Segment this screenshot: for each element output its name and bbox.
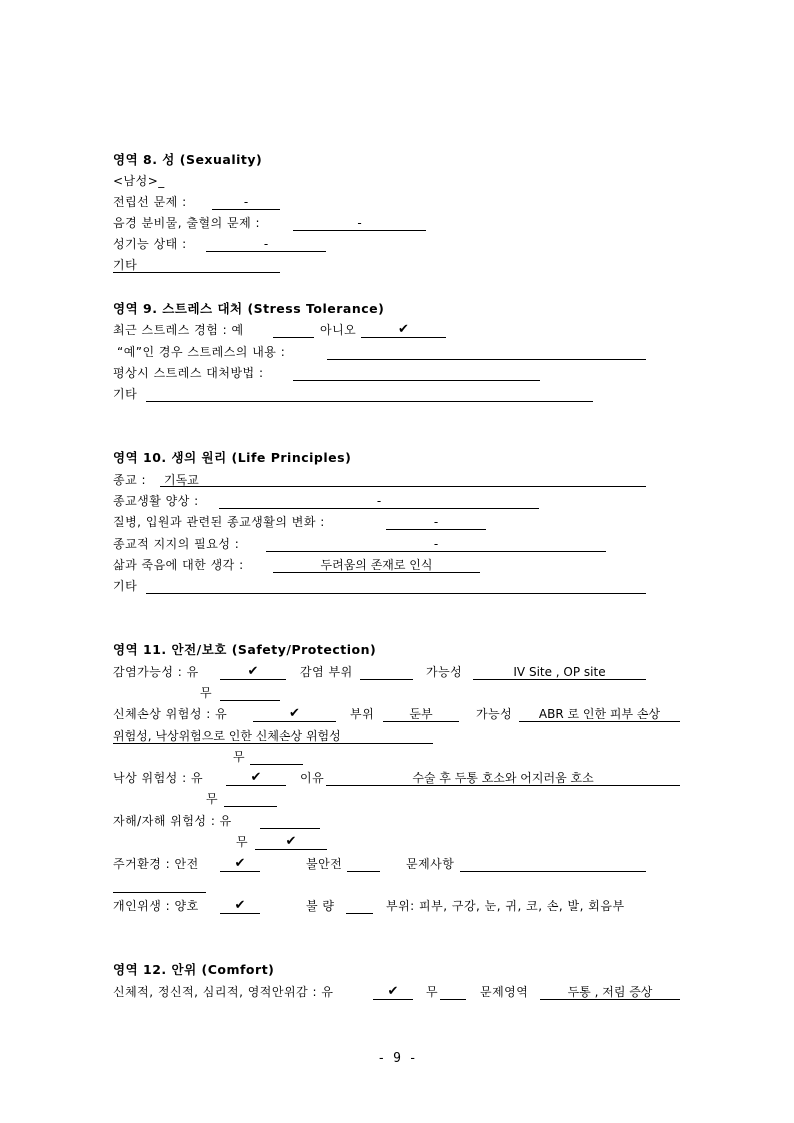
hygiene-good-field[interactable]: ✔ bbox=[220, 899, 260, 914]
injury-no-field[interactable] bbox=[250, 750, 303, 765]
fall-label: 낙상 위험성 : 유 bbox=[113, 771, 204, 785]
stress-no-label: 아니오 bbox=[320, 323, 357, 337]
hygiene-poor-label: 불 량 bbox=[306, 899, 335, 913]
stress-yes-field[interactable] bbox=[273, 323, 314, 338]
religious-change-field[interactable]: - bbox=[386, 515, 486, 530]
s8-etc-field[interactable] bbox=[113, 258, 280, 273]
comfort-no-field[interactable] bbox=[440, 985, 466, 1000]
sexual-function-label: 성기능 상태 : bbox=[113, 237, 187, 251]
section-8-title: 영역 8. 성 (Sexuality) bbox=[113, 152, 263, 167]
stress-content-field[interactable] bbox=[327, 345, 646, 360]
section-10-title: 영역 10. 생의 원리 (Life Principles) bbox=[113, 450, 352, 465]
religious-practice-field[interactable]: - bbox=[219, 494, 539, 509]
comfort-no-label: 무 bbox=[426, 985, 439, 999]
housing-problem-continued[interactable] bbox=[113, 878, 206, 893]
hygiene-poor-field[interactable] bbox=[346, 899, 373, 914]
housing-problem-label: 문제사항 bbox=[406, 857, 455, 871]
fall-no-label: 무 bbox=[206, 792, 219, 806]
fall-reason-field[interactable]: 수술 후 두통 호소와 어지러움 호소 bbox=[326, 771, 680, 786]
religion-label: 종교 : bbox=[113, 473, 147, 487]
religious-practice-label: 종교생활 양상 : bbox=[113, 494, 199, 508]
hygiene-area-label: 부위: 피부, 구강, 눈, 귀, 코, 손, 발, 회음부 bbox=[386, 899, 625, 913]
fall-reason-label: 이유 bbox=[300, 771, 325, 785]
infection-yes-field[interactable]: ✔ bbox=[220, 665, 286, 680]
discharge-label: 음경 분비물, 출혈의 문제 : bbox=[113, 216, 261, 230]
self-harm-label: 자해/자해 위험성 : 유 bbox=[113, 814, 232, 828]
life-death-field[interactable]: 두려움의 존재로 인식 bbox=[273, 558, 480, 573]
housing-safe-field[interactable]: ✔ bbox=[220, 857, 260, 872]
infection-no-field[interactable] bbox=[220, 686, 280, 701]
infection-possibility-field[interactable]: IV Site , OP site bbox=[473, 665, 646, 680]
housing-label: 주거환경 : 안전 bbox=[113, 857, 199, 871]
injury-possibility-field[interactable]: ABR 로 인한 피부 손상 bbox=[519, 707, 680, 722]
injury-site-label: 부위 bbox=[350, 707, 375, 721]
hygiene-label: 개인위생 : 양호 bbox=[113, 899, 199, 913]
prostate-label: 전립선 문제 : bbox=[113, 195, 187, 209]
religious-change-label: 질병, 입원과 관련된 종교생활의 변화 : bbox=[113, 515, 325, 529]
infection-possibility-label: 가능성 bbox=[426, 665, 463, 679]
s10-etc-label: 기타 bbox=[113, 579, 138, 593]
page-number: - 9 - bbox=[377, 1051, 417, 1066]
injury-no-label: 무 bbox=[233, 750, 246, 764]
s8-etc-label: 기타 bbox=[113, 258, 138, 272]
coping-field[interactable] bbox=[293, 366, 540, 381]
stress-no-field[interactable]: ✔ bbox=[361, 323, 446, 338]
discharge-field[interactable]: - bbox=[293, 216, 426, 231]
comfort-area-label: 문제영역 bbox=[480, 985, 529, 999]
self-harm-no-field[interactable]: ✔ bbox=[255, 835, 327, 850]
s10-etc-field[interactable] bbox=[146, 579, 646, 594]
injury-yes-field[interactable]: ✔ bbox=[253, 707, 336, 722]
religion-field[interactable]: 기독교 bbox=[160, 473, 646, 487]
infection-no-label: 무 bbox=[200, 686, 213, 700]
comfort-area-field[interactable]: 두통 , 저림 증상 bbox=[540, 985, 680, 1000]
comfort-label: 신체적, 정신적, 심리적, 영적안위감 : 유 bbox=[113, 985, 334, 999]
sexual-function-field[interactable]: - bbox=[206, 237, 326, 252]
injury-possibility-label: 가능성 bbox=[476, 707, 513, 721]
prostate-field[interactable]: - bbox=[212, 195, 280, 210]
injury-site-field[interactable]: 둔부 bbox=[383, 707, 459, 722]
recent-stress-label: 최근 스트레스 경험 : 예 bbox=[113, 323, 244, 337]
section-9-title: 영역 9. 스트레스 대처 (Stress Tolerance) bbox=[113, 301, 385, 316]
religious-support-field[interactable]: - bbox=[266, 537, 606, 552]
section-12-title: 영역 12. 안위 (Comfort) bbox=[113, 962, 275, 977]
fall-yes-field[interactable]: ✔ bbox=[226, 771, 286, 786]
section-11-title: 영역 11. 안전/보호 (Safety/Protection) bbox=[113, 642, 377, 657]
life-death-label: 삶과 죽음에 대한 생각 : bbox=[113, 558, 244, 572]
coping-label: 평상시 스트레스 대처방법 : bbox=[113, 366, 264, 380]
infection-site-label: 감염 부위 bbox=[300, 665, 353, 679]
infection-site-field[interactable] bbox=[360, 665, 413, 680]
male-subheading: <남성>_ bbox=[113, 174, 165, 188]
injury-label: 신체손상 위험성 : 유 bbox=[113, 707, 228, 721]
comfort-yes-field[interactable]: ✔ bbox=[373, 985, 413, 1000]
housing-unsafe-label: 불안전 bbox=[306, 857, 343, 871]
self-harm-no-label: 무 bbox=[236, 835, 249, 849]
infection-label: 감염가능성 : 유 bbox=[113, 665, 199, 679]
s9-etc-label: 기타 bbox=[113, 387, 138, 401]
injury-possibility-continued: 위험성, 낙상위험으로 인한 신체손상 위험성 bbox=[113, 729, 433, 744]
fall-no-field[interactable] bbox=[224, 792, 277, 807]
religious-support-label: 종교적 지지의 필요성 : bbox=[113, 537, 240, 551]
stress-content-label: “예”인 경우 스트레스의 내용 : bbox=[117, 345, 286, 359]
housing-unsafe-field[interactable] bbox=[347, 857, 380, 872]
self-harm-yes-field[interactable] bbox=[260, 814, 320, 829]
housing-problem-field[interactable] bbox=[460, 857, 646, 872]
s9-etc-field[interactable] bbox=[146, 387, 593, 402]
